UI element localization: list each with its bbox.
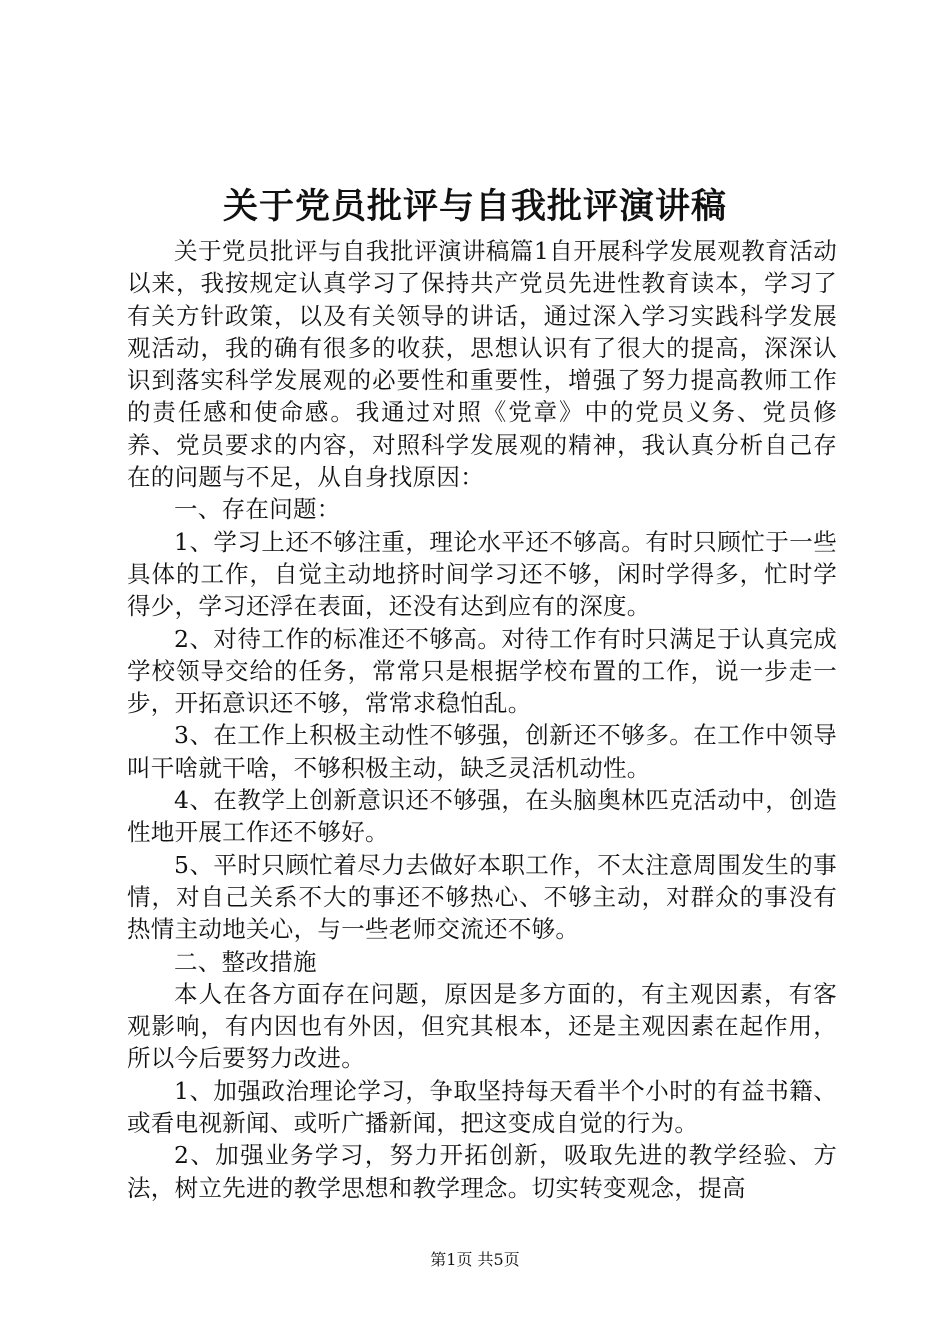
paragraph-measure-2: 2、加强业务学习，努力开拓创新，吸取先进的教学经验、方法，树立先进的教学思想和教学理念。切实转变观念，提高 — [127, 1141, 837, 1202]
page-title: 关于党员批评与自我批评演讲稿 — [222, 186, 727, 227]
paragraph-problem-3: 3、在工作上积极主动性不够强，创新还不够多。在工作中领导叫干啥就干啥，不够积极主动，缺乏灵活机动性。 — [127, 721, 837, 782]
section-heading-measures: 二、整改措施 — [174, 947, 317, 976]
paragraph-intro: 关于党员批评与自我批评演讲稿篇1自开展科学发展观教育活动以来，我按规定认真学习了保持共产党员先进性教育读本，学习了有关方针政策，以及有关领导的讲话，通过深入学习实践科学发展观活动，我的确有很多的收获，思想认识有了很大的提高，深深认识到落实科学发展观的必要性和重要性，增强了努力提高教师工作的责任感和使命感。我通过对照《党章》中的党员义务、党员修养、党员要求的内容，对照科学发展观的精神，我认真分析自己存在的问题与不足，从自身找原因： — [127, 237, 837, 492]
document-body — [127, 235, 837, 1204]
page-footer: 第1页 共5页 — [430, 1250, 520, 1269]
paragraph-measures-intro: 本人在各方面存在问题，原因是多方面的，有主观因素，有客观影响，有内因也有外因，但究其根本，还是主观因素在起作用，所以今后要努力改进。 — [127, 979, 837, 1073]
paragraph-problem-5: 5、平时只顾忙着尽力去做好本职工作，不太注意周围发生的事情，对自己关系不大的事还不够热心、不够主动，对群众的事没有热情主动地关心，与一些老师交流还不够。 — [127, 850, 837, 944]
paragraph-problem-1: 1、学习上还不够注重，理论水平还不够高。有时只顾忙于一些具体的工作，自觉主动地挤时间学习还不够，闲时学得多，忙时学得少，学习还浮在表面，还没有达到应有的深度。 — [127, 527, 837, 621]
section-heading-problems: 一、存在问题： — [174, 495, 341, 524]
paragraph-problem-2: 2、对待工作的标准还不够高。对待工作有时只满足于认真完成学校领导交给的任务，常常只是根据学校布置的工作，说一步走一步，开拓意识还不够，常常求稳怕乱。 — [127, 624, 837, 718]
paragraph-measure-1: 1、加强政治理论学习，争取坚持每天看半个小时的有益书籍、或看电视新闻、或听广播新闻，把这变成自觉的行为。 — [127, 1076, 837, 1138]
paragraph-problem-4: 4、在教学上创新意识还不够强，在头脑奥林匹克活动中，创造性地开展工作还不够好。 — [127, 786, 837, 847]
